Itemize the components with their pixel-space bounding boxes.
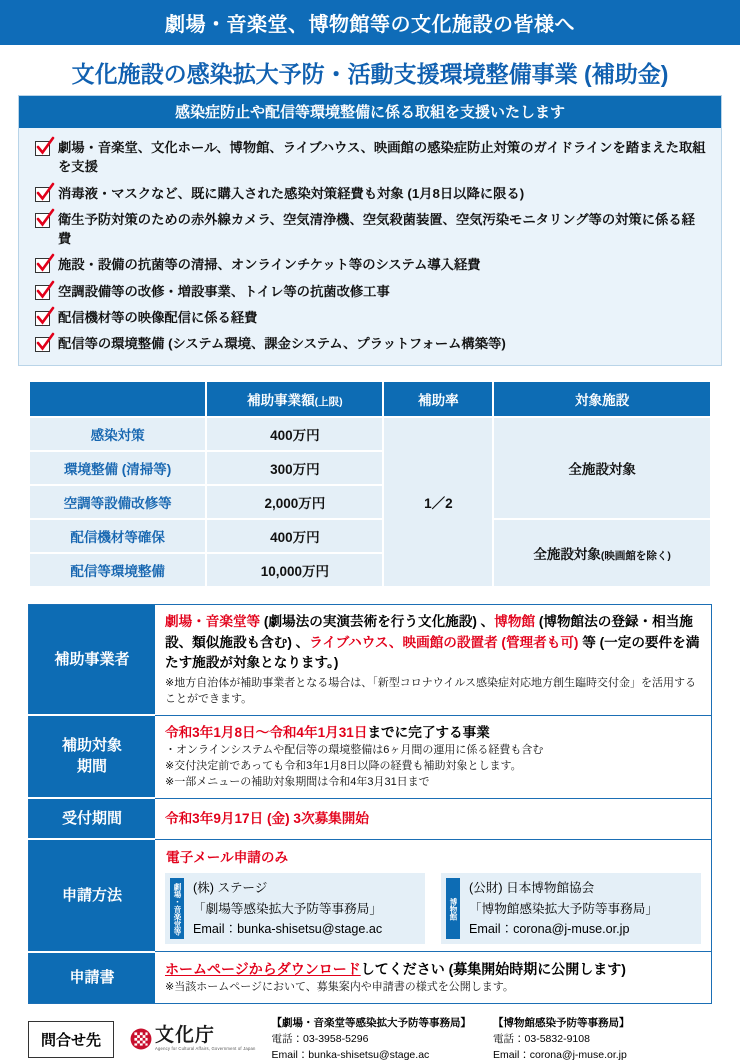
download-link[interactable]: ホームページからダウンロード: [165, 961, 361, 978]
footer-contact-museum: [493, 1016, 630, 1063]
subsidy-table: [28, 380, 712, 588]
contact-email-theater[interactable]: Email：bunka-shisetsu@stage.ac: [271, 1048, 430, 1061]
contact-tel-theater: 電話：03-3958-5296: [271, 1033, 369, 1046]
list-item: [35, 255, 707, 274]
inquiry-label: 問合せ先: [28, 1021, 114, 1058]
agency-logo: [124, 1026, 262, 1051]
row-category: 感染対策: [30, 418, 205, 450]
apply-contact-boxes: [165, 873, 701, 944]
column-header-facility: 対象施設: [494, 382, 710, 416]
period-lead-rest: までに完了する事業: [367, 724, 490, 740]
facility-except-main: 全施設対象: [533, 547, 601, 563]
column-header-amount: [207, 382, 382, 416]
detail-row-reception: [29, 798, 712, 839]
apply-headline: 電子メール申請のみ: [166, 849, 289, 865]
row-category: 配信等環境整備: [30, 554, 205, 586]
checkmark-icon: [35, 213, 50, 228]
agency-name-en: Agency for Cultural Affairs, Government of Japan: [155, 1046, 256, 1052]
footer: [28, 1014, 712, 1063]
apply-body-museum: [460, 878, 658, 939]
period-note-1: ・オンラインシステムや配信等の環境整備は6ヶ月間の運用に係る経費も含む: [165, 743, 544, 756]
apply-contact-theater: [165, 873, 425, 944]
period-label-line1: 補助対象: [61, 737, 122, 755]
apply-office-theater: 「劇場等感染拡大予防等事務局」: [193, 901, 382, 916]
row-amount: 400万円: [207, 418, 382, 450]
apply-contact-museum: [441, 873, 701, 944]
operator-term-theater: 劇場・音楽堂等: [165, 614, 261, 630]
period-note-3: ※一部メニューの補助対象期間は令和4年3月31日まで: [165, 775, 430, 788]
list-item: [35, 308, 707, 327]
main-title: [0, 47, 740, 95]
checkmark-icon: [35, 141, 50, 156]
support-heading-text: 感染症防止や配信等環境整備に係る取組を支援いたします: [174, 104, 565, 121]
footer-contacts: [272, 1014, 630, 1063]
application-form-note: ※当該ホームページにおいて、募集案内や申請書の様式を公開します。: [165, 981, 514, 994]
row-category: 環境整備 (清掃等): [30, 452, 205, 484]
amount-header-sub: (上限): [314, 396, 343, 409]
support-panel: [18, 95, 722, 366]
detail-label-apply-method: 申請方法: [29, 839, 156, 952]
list-item-label: 配信機材等の映像配信に係る経費: [58, 309, 258, 325]
list-item-label: 劇場・音楽堂、文化ホール、博物館、ライブハウス、映画館の感染症防止対策のガイドラインを踏まえた取組を支援: [58, 140, 706, 175]
apply-org-museum: (公財) 日本博物館協会: [469, 881, 595, 896]
agency-logo-text: [155, 1026, 256, 1051]
checkmark-icon: [35, 311, 50, 326]
list-item: [35, 210, 707, 249]
detail-value-reception: [155, 798, 712, 839]
apply-office-museum: 「博物館感染拡大予防等事務局」: [469, 901, 658, 916]
contact-tel-museum: 電話：03-5832-9108: [493, 1033, 590, 1046]
period-lead: [165, 723, 701, 743]
list-item-label: 空調設備等の改修・増設事業、トイレ等の抗菌改修工事: [58, 283, 390, 299]
checkmark-icon: [35, 337, 50, 352]
top-banner: [0, 0, 740, 45]
contact-office-theater: 【劇場・音楽堂等感染拡大予防等事務局】: [271, 1017, 472, 1030]
column-header-rate: 補助率: [384, 382, 492, 416]
detail-row-period: [29, 715, 712, 798]
table-header-row: [30, 382, 710, 416]
list-item: [35, 334, 707, 353]
facility-except-note: (映画館を除く): [600, 550, 671, 563]
operator-lead: [165, 612, 701, 672]
footer-contact-theater: [272, 1016, 472, 1063]
detail-value-application-form: [155, 952, 712, 1004]
main-title-text: 文化施設の感染拡大予防・活動支援環境整備事業 (補助金): [71, 61, 669, 87]
list-item-label: 衛生予防対策のための赤外線カメラ、空気清浄機、空気殺菌装置、空気汚染モニタリング等の対策に係る経費: [58, 211, 695, 247]
subsidy-table-wrapper: [28, 380, 712, 588]
period-note-2: ※交付決定前であっても令和3年1月8日以降の経費も補助対象とします。: [165, 759, 522, 772]
support-item-list: [19, 128, 721, 365]
checkmark-icon: [35, 187, 50, 202]
row-amount: 300万円: [207, 452, 382, 484]
operator-note: ※地方自治体が補助事業者となる場合は、「新型コロナウイルス感染症対応地方創生臨時交付金」を活用することができます。: [165, 676, 697, 705]
facility-all-cell: 全施設対象: [494, 418, 710, 518]
operator-term-museum: 博物館: [494, 614, 536, 630]
operator-text-4: (博物館法の登録・相当施設、類似施設も含む) 、: [165, 614, 693, 650]
apply-email-theater[interactable]: Email：bunka-shisetsu@stage.ac: [193, 922, 383, 937]
detail-value-operator: [155, 605, 712, 715]
detail-label-application-form: 申請書: [29, 952, 156, 1004]
row-category: 配信機材等確保: [30, 520, 205, 552]
list-item-label: 配信等の環境整備 (システム環境、課金システム、プラットフォーム構築等): [58, 336, 506, 352]
period-label-line2: 期間: [76, 757, 107, 775]
download-rest-text: してください (募集開始時期に公開します): [360, 961, 626, 978]
checkmark-icon: [35, 285, 50, 300]
subsidy-rate-cell: 1／2: [384, 418, 492, 586]
checkmark-icon: [35, 258, 50, 273]
list-item: [35, 282, 707, 301]
row-amount: 400万円: [207, 520, 382, 552]
operator-text-6: 等 (一定の要件を満たす施設が対象となります。): [165, 634, 700, 670]
table-row: [30, 520, 710, 552]
amount-header-main: 補助事業額: [247, 393, 315, 409]
list-item-label: 施設・設備の抗菌等の清掃、オンラインチケット等のシステム導入経費: [58, 257, 481, 273]
operator-text-2: (劇場法の実演芸術を行う文化施設) 、: [260, 614, 495, 630]
support-panel-heading: [19, 96, 721, 128]
list-item-label: 消毒液・マスクなど、既に購入された感染対策経費も対象 (1月8日以降に限る): [58, 185, 525, 201]
contact-email-museum[interactable]: Email：corona@j-muse.or.jp: [493, 1048, 627, 1061]
detail-row-operator: [29, 605, 712, 715]
apply-body-theater: [184, 878, 382, 939]
column-header-blank: [30, 382, 205, 416]
list-item: [35, 138, 707, 177]
row-amount: 2,000万円: [207, 486, 382, 518]
detail-table: [28, 604, 712, 1004]
table-row: [30, 418, 710, 450]
detail-row-apply-method: [29, 839, 712, 952]
detail-value-period: [155, 715, 712, 798]
row-amount: 10,000万円: [207, 554, 382, 586]
agency-name-jp: 文化庁: [155, 1024, 216, 1047]
operator-term-livehouse: ライブハウス、映画館の設置者 (管理者も可): [309, 634, 579, 650]
vertical-tab-theater: 劇場・音楽堂等: [170, 878, 184, 939]
contact-office-museum: 【博物館感染予防等事務局】: [493, 1017, 630, 1030]
detail-label-operator: 補助事業者: [29, 605, 156, 715]
application-form-line: [165, 959, 701, 980]
top-banner-text: 劇場・音楽堂、博物館等の文化施設の皆様へ: [165, 14, 575, 36]
row-category: 空調等設備改修等: [30, 486, 205, 518]
apply-org-theater: (株) ステージ: [193, 881, 268, 896]
detail-label-reception: 受付期間: [29, 798, 156, 839]
detail-value-apply-method: [155, 839, 712, 952]
detail-label-period: [29, 715, 156, 798]
reception-value: 令和3年9月17日 (金) 3次募集開始: [165, 810, 369, 826]
list-item: [35, 184, 707, 203]
period-date-range: 令和3年1月8日〜令和4年1月31日: [165, 724, 368, 740]
facility-except-cell: [494, 520, 710, 586]
vertical-tab-museum: 博物館: [446, 878, 460, 939]
detail-row-application-form: [29, 952, 712, 1004]
apply-email-museum[interactable]: Email：corona@j-muse.or.jp: [469, 922, 630, 937]
